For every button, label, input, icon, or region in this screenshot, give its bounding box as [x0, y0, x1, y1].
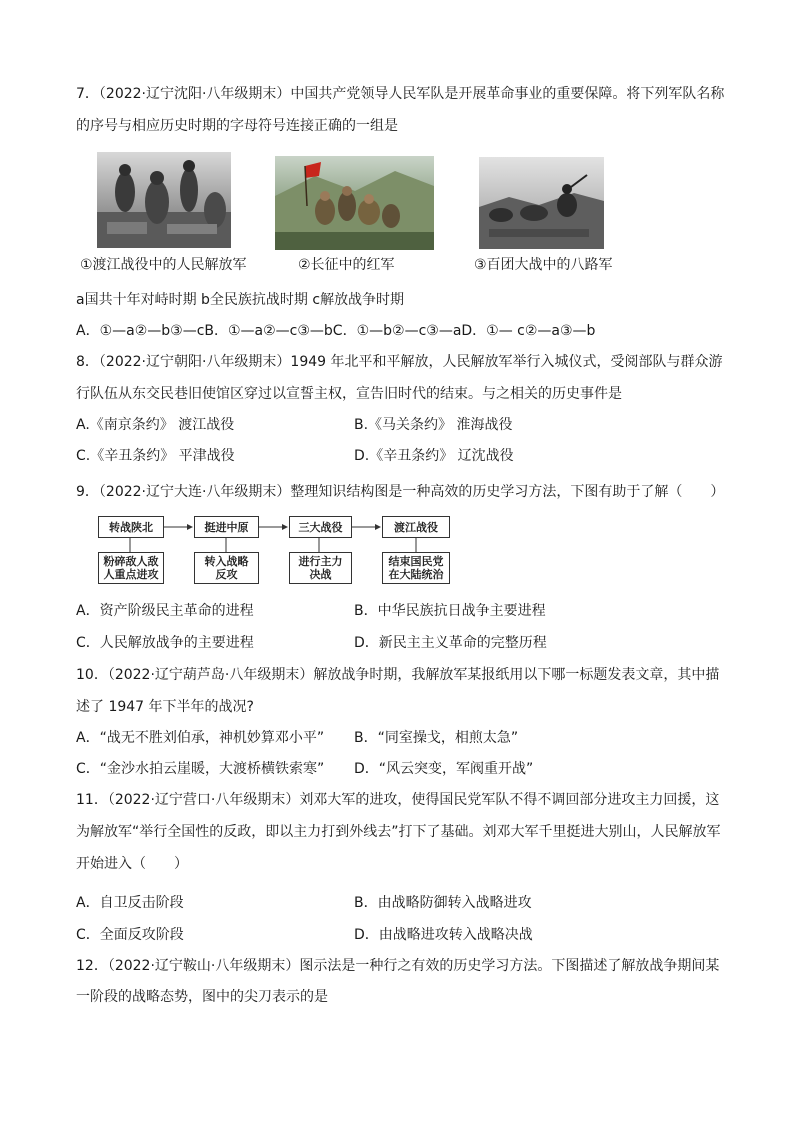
- node-bottom-3-line2: 决战: [309, 568, 332, 581]
- q11-stem-line3: 开始进入（ ）: [76, 856, 188, 872]
- q9-option-c: C．人民解放战争的主要进程: [76, 635, 254, 651]
- node-top-3: [289, 516, 352, 538]
- node-top-4: [382, 516, 450, 538]
- node-bottom-4-line1: 结束国民党: [388, 555, 444, 568]
- photo-hundred-regiments: [479, 157, 604, 249]
- q11-option-b: B．由战略防御转入战略进攻: [354, 895, 532, 911]
- node-bottom-2: [194, 552, 259, 584]
- q9-option-b: B．中华民族抗日战争主要进程: [354, 603, 546, 619]
- node-bottom-3-line1: 进行主力: [298, 555, 343, 568]
- caption-2: ②长征中的红军: [298, 257, 395, 273]
- node-top-2-label: 挺进中原: [204, 520, 249, 534]
- q12-stem-line2: 一阶段的战略态势，图中的尖刀表示的是: [76, 989, 328, 1005]
- node-bottom-2-line1: 转入战略: [204, 555, 249, 568]
- q8-option-a: A.《南京条约》 渡江战役: [76, 417, 235, 433]
- node-bottom-1: [98, 552, 164, 584]
- q10-option-b: B．“同室操戈，相煎太急”: [354, 730, 519, 746]
- node-top-3-label: 三大战役: [298, 520, 343, 534]
- node-bottom-3: [289, 552, 352, 584]
- q8-stem-line2: 行队伍从东交民巷旧使馆区穿过以宣誓主权，宣告旧时代的结束。与之相关的历史事件是: [76, 386, 622, 402]
- q11-option-a: A．自卫反击阶段: [76, 895, 184, 911]
- photo-river-crossing: [97, 152, 231, 248]
- photo-long-march-painting: [275, 156, 434, 250]
- q7-stem-line2: 的序号与相应历史时期的字母符号连接正确的一组是: [76, 118, 398, 134]
- q8-option-d: D.《辛丑条约》 辽沈战役: [354, 448, 514, 464]
- node-bottom-4-line2: 在大陆统治: [388, 568, 444, 581]
- q11-option-d: D．由战略进攻转入战略决战: [354, 927, 533, 943]
- q12-stem-line1: 12．（2022·辽宁鞍山·八年级期末）图示法是一种行之有效的历史学习方法。下图描述了解放战争期间某: [76, 958, 720, 974]
- q7-options: A．①—a②—b③—cB．①—a②—c③—bC．①—b②—c③—aD．①— c②—a③—b: [76, 323, 596, 339]
- q9-stem-line1: 9．（2022·辽宁大连·八年级期末）整理知识结构图是一种高效的历史学习方法，下图有助于了解（ ）: [76, 484, 725, 500]
- node-bottom-1-line2: 人重点进攻: [103, 568, 159, 581]
- q8-option-b: B.《马关条约》 淮海战役: [354, 417, 513, 433]
- q11-stem-line1: 11．（2022·辽宁营口·八年级期末）刘邓大军的进攻，使得国民党军队不得不调回部分进攻主力回援，这: [76, 792, 720, 808]
- q10-option-d: D．“风云突变，军阀重开战”: [354, 761, 534, 777]
- q10-option-c: C．“金沙水拍云崖暖，大渡桥横铁索寒”: [76, 761, 325, 777]
- node-bottom-1-line1: 粉碎敌人敌: [103, 555, 159, 568]
- node-bottom-2-line2: 反攻: [215, 568, 238, 581]
- q11-option-c: C．全面反攻阶段: [76, 927, 184, 943]
- node-top-2: [194, 516, 259, 538]
- q10-option-a: A．“战无不胜刘伯承，神机妙算邓小平”: [76, 730, 325, 746]
- q7-periods: a国共十年对峙时期 b全民族抗战时期 c解放战争时期: [76, 292, 405, 308]
- q8-option-c: C.《辛丑条约》 平津战役: [76, 448, 235, 464]
- node-top-1-label: 转战陕北: [109, 520, 153, 534]
- q7-stem-line1: 7．（2022·辽宁沈阳·八年级期末）中国共产党领导人民军队是开展革命事业的重要保障。将下列军队名称: [76, 86, 725, 102]
- node-bottom-4: [382, 552, 450, 584]
- caption-3: ③百团大战中的八路军: [474, 257, 613, 273]
- knowledge-structure-diagram: [98, 516, 458, 588]
- q9-option-a: A．资产阶级民主革命的进程: [76, 603, 254, 619]
- caption-1: ①渡江战役中的人民解放军: [80, 257, 247, 273]
- q9-option-d: D．新民主主义革命的完整历程: [354, 635, 547, 651]
- node-top-4-label: 渡江战役: [394, 520, 438, 534]
- q10-stem-line2: 述了 1947 年下半年的战况?: [76, 699, 254, 715]
- q11-stem-line2: 为解放军“举行全国性的反政，即以主力打到外线去”打下了基础。刘邓大军千里挺进大别山，人民解放军: [76, 824, 721, 840]
- node-top-1: [98, 516, 164, 538]
- q8-stem-line1: 8．（2022·辽宁朝阳·八年级期末）1949 年北平和平解放，人民解放军举行入城仪式，受阅部队与群众游: [76, 354, 723, 370]
- q10-stem-line1: 10．（2022·辽宁葫芦岛·八年级期末）解放战争时期，我解放军某报纸用以下哪一标题发表文章，其中描: [76, 667, 720, 683]
